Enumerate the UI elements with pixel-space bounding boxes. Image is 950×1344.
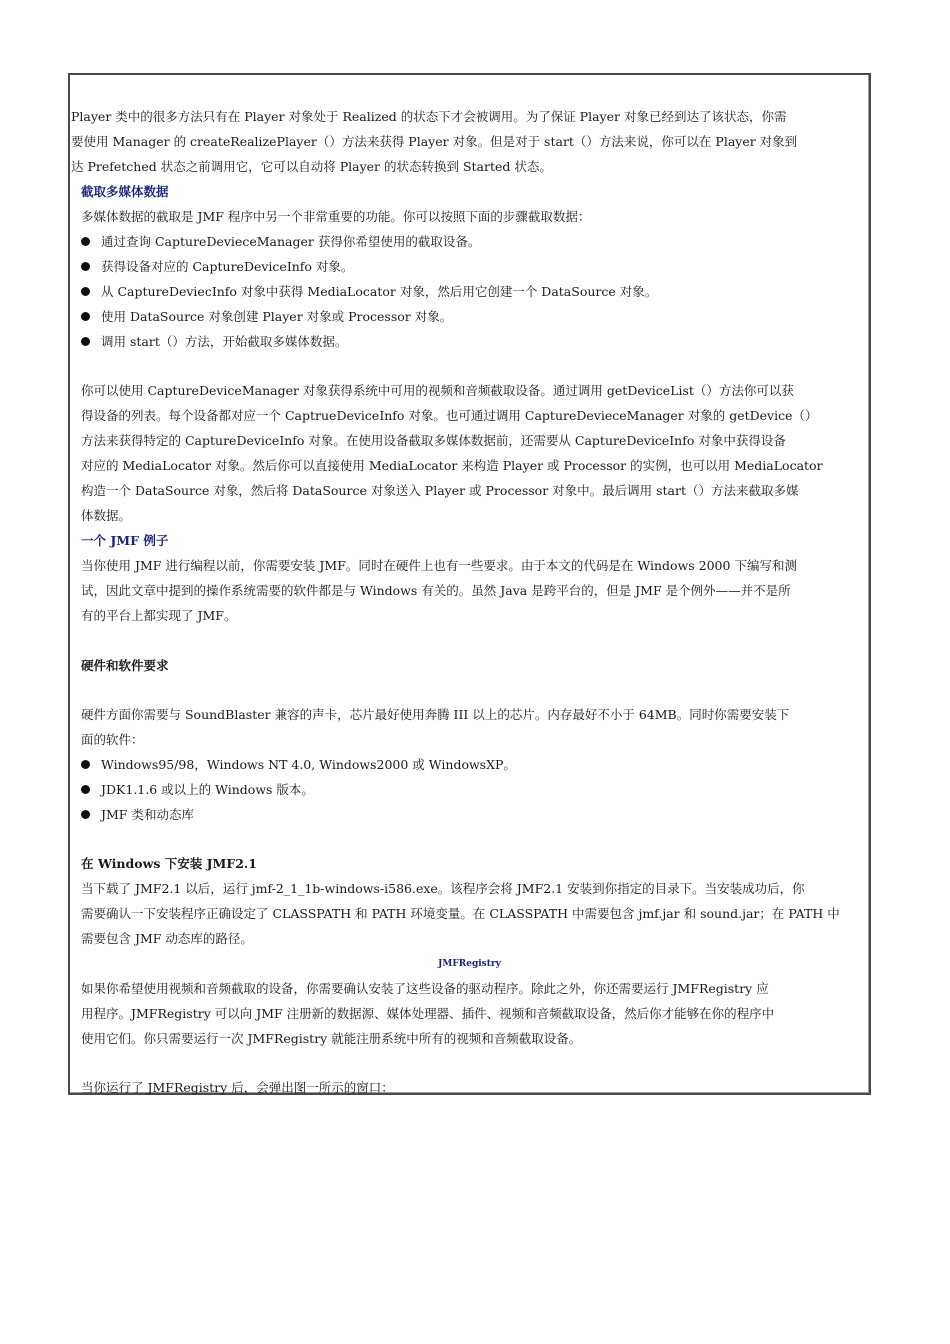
para-devices-line: 得设备的列表。每个设备都对应一个 CaptrueDeviceInfo 对象。也可通过调用 CaptureDevieceManager 对象的 getDevice（）: [81, 408, 818, 423]
para-install-line: 需要包含 JMF 动态库的路径。: [81, 931, 253, 946]
bullet-icon: [81, 312, 90, 321]
para-devices-line: 你可以使用 CaptureDeviceManager 对象获得系统中可用的视频和音频截取设备。通过调用 getDeviceList（）方法你可以获: [81, 383, 794, 398]
heading-install: 在 Windows 下安装 JMF2.1: [81, 856, 257, 871]
list-item: 使用 DataSource 对象创建 Player 对象或 Processor 对象。: [81, 309, 452, 325]
list-item: 获得设备对应的 CaptureDeviceInfo 对象。: [81, 259, 353, 275]
heading-registry: JMFRegistry: [438, 959, 501, 969]
bullet-icon: [81, 287, 90, 296]
para-registry-line: 用程序。JMFRegistry 可以向 JMF 注册新的数据源、媒体处理器、插件、视频和音频截取设备，然后你才能够在你的程序中: [81, 1006, 775, 1021]
bullet-icon: [81, 337, 90, 346]
list-item: 通过查询 CaptureDevieceManager 获得你希望使用的截取设备。: [81, 234, 480, 250]
bullet-icon: [81, 262, 90, 271]
para-hardware-line: 硬件方面你需要与 SoundBlaster 兼容的声卡，芯片最好使用奔腾 III 以上的芯片。内存最好不小于 64MB。同时你需要安装下: [81, 707, 790, 722]
document-frame: [68, 73, 871, 1095]
bullet-icon: [81, 237, 90, 246]
para-devices-line: 体数据。: [81, 508, 132, 523]
para1-line: 要使用 Manager 的 createRealizePlayer（）方法来获得 Player 对象。但是对于 start（）方法来说，你可以在 Player 对象到: [71, 134, 798, 149]
para1-line: 达 Prefetched 状态之前调用它，它可以自动将 Player 的状态转换到 Started 状态。: [71, 159, 552, 174]
para-devices-line: 方法来获得特定的 CaptureDeviceInfo 对象。在使用设备截取多媒体数据前，还需要从 CaptureDeviceInfo 对象中获得设备: [81, 433, 786, 448]
para-window: 当你运行了 JMFRegistry 后，会弹出图一所示的窗口：: [81, 1080, 394, 1095]
list-item: 从 CaptureDeviecInfo 对象中获得 MediaLocator 对象，然后用它创建一个 DataSource 对象。: [81, 284, 657, 300]
document-content: [70, 75, 869, 1093]
para-registry-line: 使用它们。你只需要运行一次 JMFRegistry 就能注册系统中所有的视频和音频截取设备。: [81, 1031, 582, 1046]
para-devices-line: 构造一个 DataSource 对象，然后将 DataSource 对象送入 Player 或 Processor 对象中。最后调用 start（）方法来截取多媒: [81, 483, 799, 498]
list-item: JMF 类和动态库: [81, 807, 194, 823]
para-example-line: 试，因此文章中提到的操作系统需要的软件都是与 Windows 有关的。虽然 Java 是跨平台的，但是 JMF 是个例外——并不是所: [81, 583, 791, 598]
para-hardware-line: 面的软件：: [81, 732, 144, 747]
list-item: Windows95/98，Windows NT 4.0, Windows2000 或 WindowsXP。: [81, 757, 516, 773]
para-devices-line: 对应的 MediaLocator 对象。然后你可以直接使用 MediaLocator 来构造 Player 或 Processor 的实例，也可以用 MediaLocator: [81, 458, 823, 473]
heading-example: 一个 JMF 例子: [81, 533, 169, 548]
heading-requirements: 硬件和软件要求: [81, 658, 169, 673]
list-item: JDK1.1.6 或以上的 Windows 版本。: [81, 782, 314, 798]
list-item: 调用 start（）方法，开始截取多媒体数据。: [81, 334, 347, 350]
para1-line: Player 类中的很多方法只有在 Player 对象处于 Realized 的状态下才会被调用。为了保证 Player 对象已经到达了该状态，你需: [71, 109, 787, 124]
bullet-icon: [81, 810, 90, 819]
para-registry-line: 如果你希望使用视频和音频截取的设备，你需要确认安装了这些设备的驱动程序。除此之外，你还需要运行 JMFRegistry 应: [81, 981, 769, 996]
para-install-line: 需要确认一下安装程序正确设定了 CLASSPATH 和 PATH 环境变量。在 CLASSPATH 中需要包含 jmf.jar 和 sound.jar；在 PATH 中: [81, 906, 840, 921]
para-example-line: 有的平台上都实现了 JMF。: [81, 608, 237, 623]
capture-intro: 多媒体数据的截取是 JMF 程序中另一个非常重要的功能。你可以按照下面的步骤截取数据：: [81, 209, 591, 224]
heading-capture: 截取多媒体数据: [81, 184, 169, 199]
para-install-line: 当下载了 JMF2.1 以后，运行 jmf-2_1_1b-windows-i586.exe。该程序会将 JMF2.1 安装到你指定的目录下。当安装成功后，你: [81, 881, 805, 896]
para-example-line: 当你使用 JMF 进行编程以前，你需要安装 JMF。同时在硬件上也有一些要求。由于本文的代码是在 Windows 2000 下编写和测: [81, 558, 797, 573]
bullet-icon: [81, 785, 90, 794]
bullet-icon: [81, 760, 90, 769]
